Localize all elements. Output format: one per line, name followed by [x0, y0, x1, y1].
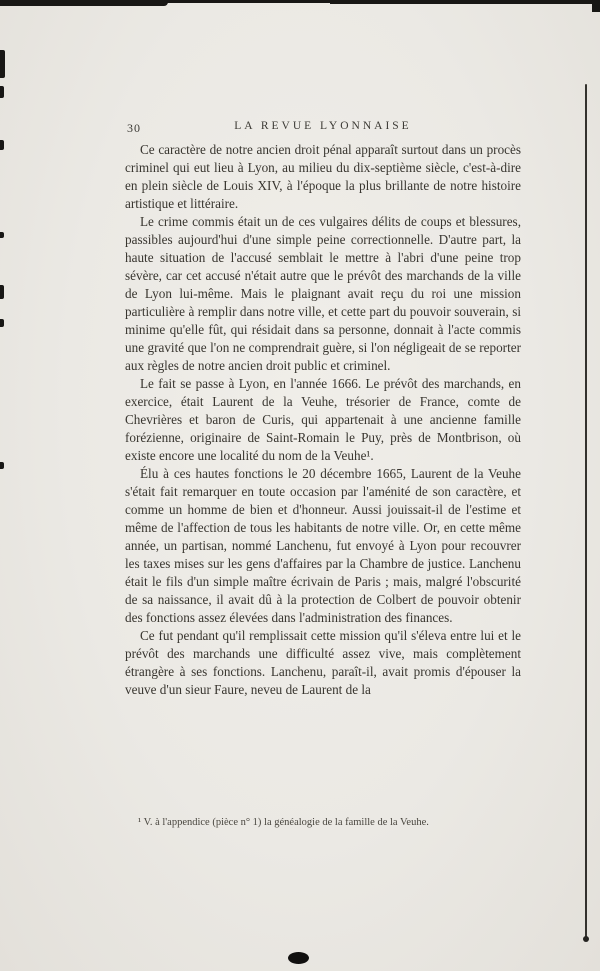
article-body: [125, 141, 521, 699]
paragraph-1: Ce caractère de notre ancien droit pénal apparaît surtout dans un procès criminel qui eut lieu à Lyon, au milieu du dix-septième siècle, c'est-à-dire en plein siècle de Louis XIV, à l'époque la plus brillante de notre histoire artistique et littéraire.: [125, 142, 521, 211]
scan-artifact-left-mark: [0, 285, 4, 299]
scan-artifact-right-line: [585, 84, 587, 940]
scan-artifact-top-corner-mark: [592, 0, 600, 12]
scan-artifact-left-mark: [0, 50, 5, 78]
paragraph-2: Le crime commis était un de ces vulgaires délits de coups et blessures, passibles aujourd'hui d'une simple peine correctionnelle. D'autre part, la haute situation de l'accusé semblait le mettre à l'abri d'une peine trop sévère, car cet accusé n'était autre que le prévôt des marchands de la ville de Lyon lui-même. Mais le plaignant avait reçu du roi une mission particulière à remplir dans notre ville, et cette part du pouvoir souverain, si minime qu'elle fût, qui résidait dans sa personne, donnait à l'acte commis une gravité que l'on ne comprendrait guère, si l'on négligeait de se reporter aux règles de notre ancien droit public et criminel.: [125, 214, 521, 373]
scan-artifact-top-left-edge: [0, 0, 168, 6]
scan-artifact-left-mark: [0, 86, 4, 98]
paragraph-3: Le fait se passe à Lyon, en l'année 1666. Le prévôt des marchands, en exercice, était Laurent de la Veuhe, trésorier de France, comte de Chevrières et baron de Curis, qui appartenait à une ancienne famille forézienne, originaire de Saint-Romain le Puy, près de Montbrison, où existe encore une localité du nom de la Veuhe¹.: [125, 376, 521, 463]
page-header: [125, 119, 521, 137]
scan-artifact-left-mark: [0, 232, 4, 238]
scan-artifact-bottom-mark: [288, 952, 309, 964]
scan-artifact-right-dot: [583, 936, 589, 942]
paragraph-5: Ce fut pendant qu'il remplissait cette mission qu'il s'éleva entre lui et le prévôt des marchands une difficulté assez vive, mais complètement étrangère à ses fonctions. Lanchenu, paraît-il, avait promis d'épouser la veuve d'un sieur Faure, neveu de Laurent de la: [125, 628, 521, 697]
footnote: ¹ V. à l'appendice (pièce n° 1) la généalogie de la famille de la Veuhe.: [138, 817, 429, 828]
paragraph-4: Élu à ces hautes fonctions le 20 décembre 1665, Laurent de la Veuhe s'était fait remarquer en toute occasion par l'aménité de son caractère, et comme un homme de bien et d'honneur. Aussi jouissait-il de l'estime et même de l'affection de tous les habitants de notre ville. Or, en cette même année, un partisan, nommé Lanchenu, fut envoyé à Lyon pour recouvrer les taxes mises sur les gens d'affaires par la Chambre de justice. Lanchenu était le fils d'un simple maître écrivain de Paris ; mais, malgré l'obscurité de sa naissance, il avait dû à la protection de Colbert de pouvoir obtenir des fonctions assez élevées dans l'administration des finances.: [125, 466, 521, 625]
scan-artifact-left-mark: [0, 140, 4, 150]
scan-artifact-left-mark: [0, 319, 4, 327]
scan-artifact-top-right-edge: [330, 0, 600, 4]
page-number: 30: [127, 121, 141, 135]
scan-artifact-left-mark: [0, 462, 4, 469]
journal-title: LA REVUE LYONNAISE: [234, 120, 412, 132]
